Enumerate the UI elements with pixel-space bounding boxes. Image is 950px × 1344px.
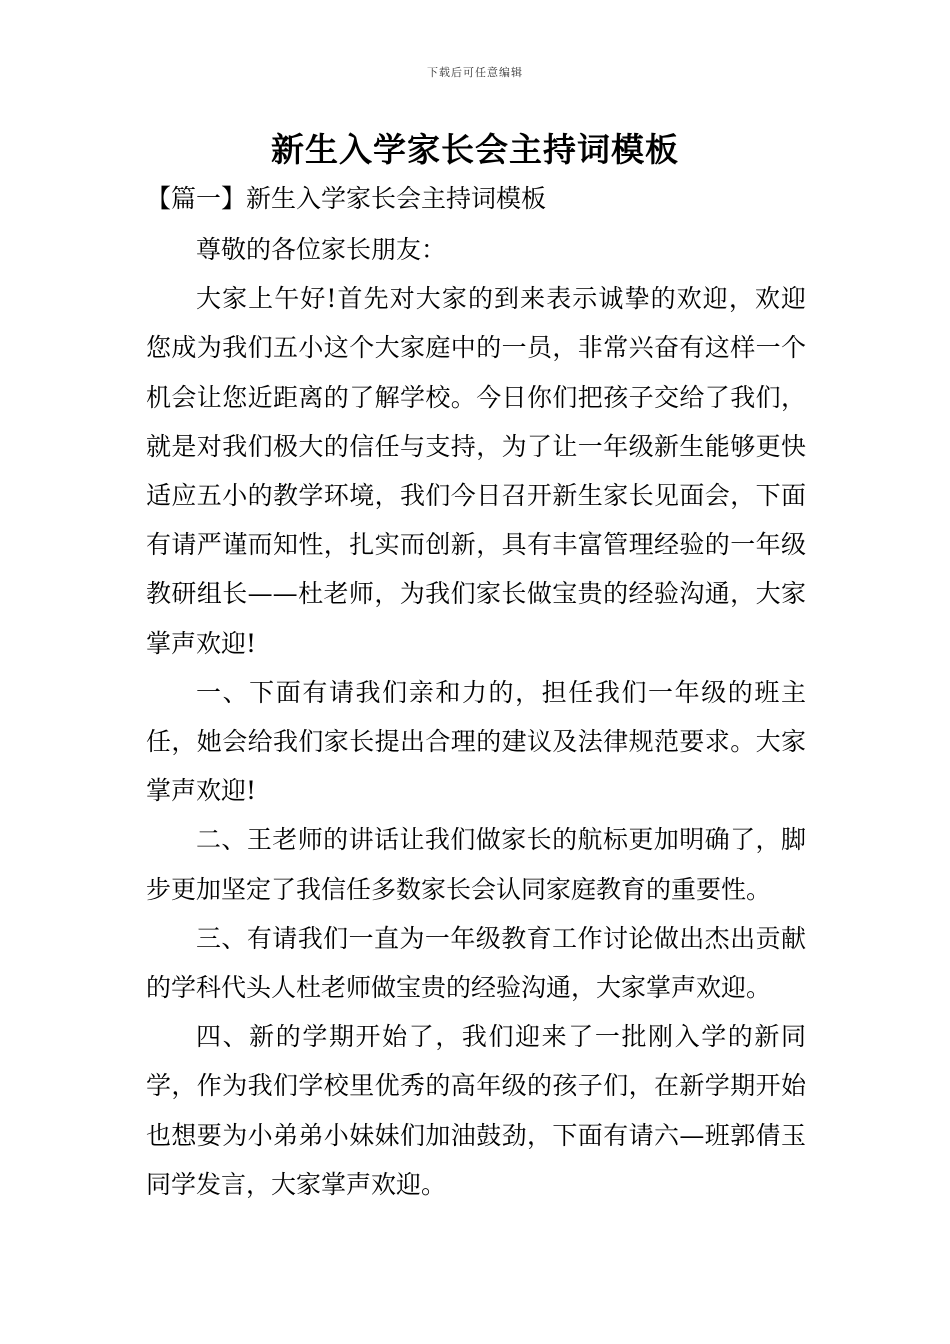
section-heading: 【篇一】新生入学家长会主持词模板	[146, 184, 547, 213]
page-header-note: 下载后可任意编辑	[427, 66, 523, 79]
document-body	[146, 225, 806, 1209]
paragraph-item-1: 一、下面有请我们亲和力的，担任我们一年级的班主任，她会给我们家长提出合理的建议及法律规范要求。大家掌声欢迎!	[146, 677, 806, 806]
paragraph-welcome: 大家上午好!首先对大家的到来表示诚挚的欢迎，欢迎您成为我们五小这个大家庭中的一员，非常兴奋有这样一个机会让您近距离的了解学校。今日你们把孩子交给了我们，就是对我们极大的信任与支持，为了让一年级新生能够更快适应五小的教学环境，我们今日召开新生家长见面会，下面有请严谨而知性，扎实而创新，具有丰富管理经验的一年级教研组长——杜老师，为我们家长做宝贵的经验沟通，大家掌声欢迎!	[146, 284, 806, 658]
paragraph-greeting: 尊敬的各位家长朋友：	[196, 235, 447, 264]
paragraph-item-4: 四、新的学期开始了，我们迎来了一批刚入学的新同学，作为我们学校里优秀的高年级的孩子们，在新学期开始也想要为小弟弟小妹妹们加油鼓劲，下面有请六—班郭倩玉同学发言，大家掌声欢迎。	[146, 1022, 806, 1199]
paragraph-item-2: 二、王老师的讲话让我们做家长的航标更加明确了，脚步更加坚定了我信任多数家长会认同家庭教育的重要性。	[146, 825, 806, 904]
paragraph-item-3: 三、有请我们一直为一年级教育工作讨论做出杰出贡献的学科代头人杜老师做宝贵的经验沟通，大家掌声欢迎。	[146, 923, 806, 1003]
document-title: 新生入学家长会主持词模板	[271, 130, 679, 169]
